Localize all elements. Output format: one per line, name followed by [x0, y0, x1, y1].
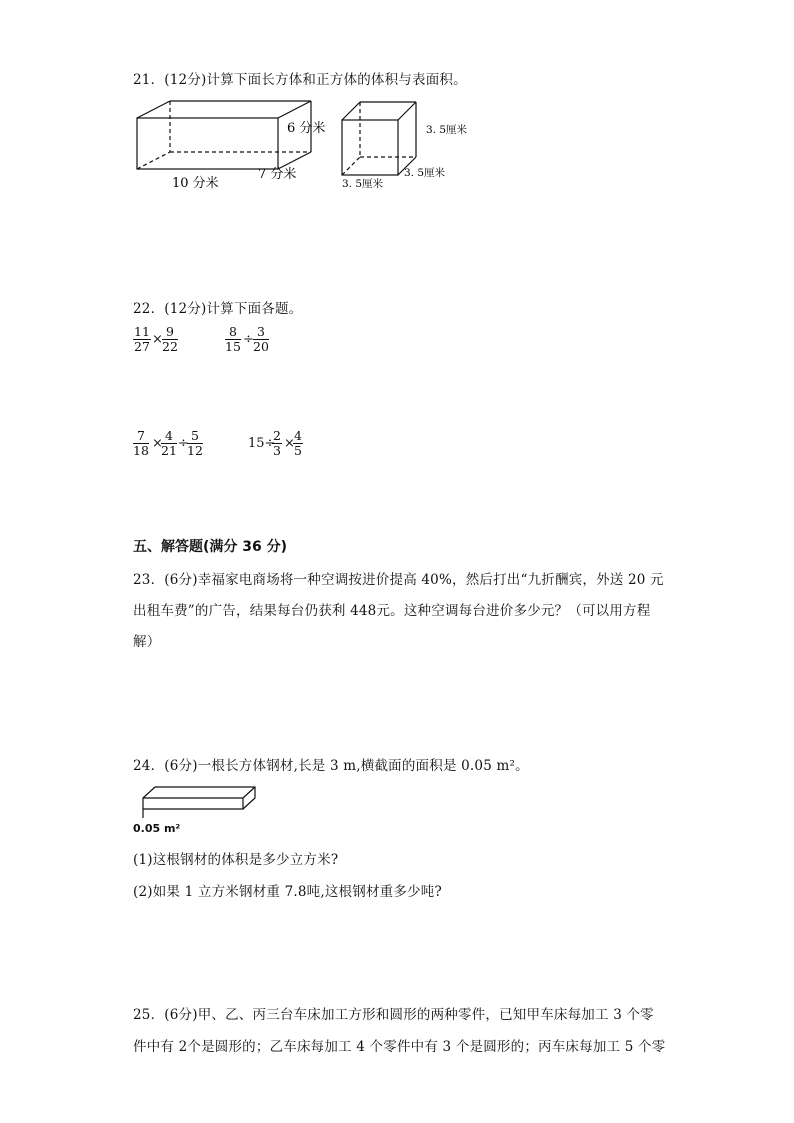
cube-figure: [342, 102, 416, 175]
fraction: $\frac{8}{15}$: [225, 324, 241, 354]
fraction: $\frac{5}{12}$: [187, 428, 203, 458]
fraction: $\frac{7}{18}$: [133, 428, 149, 458]
q25-line-2: 件中有 2个是圆形的；乙车床每加工 4 个零件中有 3 个是圆形的；丙车床每加工 5 个零: [133, 1039, 666, 1055]
cube-edge-depth-label: 3. 5厘米: [404, 167, 446, 179]
fraction: $\frac{2}{3}$: [273, 428, 281, 458]
cube-edge-bottom-label: 3. 5厘米: [342, 178, 384, 190]
operator: ÷: [178, 436, 189, 451]
fraction: $\frac{9}{22}$: [162, 324, 178, 354]
q21-title: 21．(12分)计算下面长方体和正方体的体积与表面积。: [133, 72, 467, 88]
operator: ×: [152, 436, 163, 451]
q24-sub-1: (1)这根钢材的体积是多少立方米?: [133, 852, 339, 868]
operator: ×: [284, 436, 295, 451]
q23-line-1: 23．(6分)幸福家电商场将一种空调按进价提高 40%，然后打出“九折酬宾，外送 20 元: [133, 572, 664, 588]
cuboid-length-label: 10 分米: [172, 176, 219, 191]
operator: ×: [152, 332, 163, 347]
q25-line-1: 25．(6分)甲、乙、丙三台车床加工方形和圆形的两种零件，已知甲车床每加工 3 个零: [133, 1007, 654, 1023]
q24-sub-2: (2)如果 1 立方米钢材重 7.8吨,这根钢材重多少吨?: [133, 884, 442, 900]
operand: 15÷: [248, 436, 276, 451]
steel-bar-figure: [133, 782, 263, 818]
cuboid-figure: [137, 101, 311, 169]
cuboid-height-label: 6 分米: [287, 121, 326, 136]
cross-section-label: 0.05 m²: [133, 822, 181, 835]
fraction: $\frac{4}{5}$: [294, 428, 302, 458]
cuboid-width-label: 7 分米: [258, 167, 297, 182]
q21-figures: [128, 98, 478, 198]
cube-edge-right-label: 3. 5厘米: [426, 124, 468, 136]
q24-title: 24．(6分)一根长方体钢材,长是 3 m,横截面的面积是 0.05 m²。: [133, 758, 529, 774]
q22-title: 22．(12分)计算下面各题。: [133, 301, 303, 317]
q23-line-2: 出租车费”的广告，结果每台仍获利 448元。这种空调每台进价多少元？（可以用方程: [133, 603, 651, 619]
section-heading: 五、解答题(满分 36 分): [133, 539, 288, 555]
fraction: $\frac{4}{21}$: [161, 428, 177, 458]
q23-line-3: 解）: [133, 634, 161, 650]
operator: ÷: [243, 332, 254, 347]
fraction: $\frac{11}{27}$: [134, 324, 150, 354]
fraction: $\frac{3}{20}$: [253, 324, 269, 354]
